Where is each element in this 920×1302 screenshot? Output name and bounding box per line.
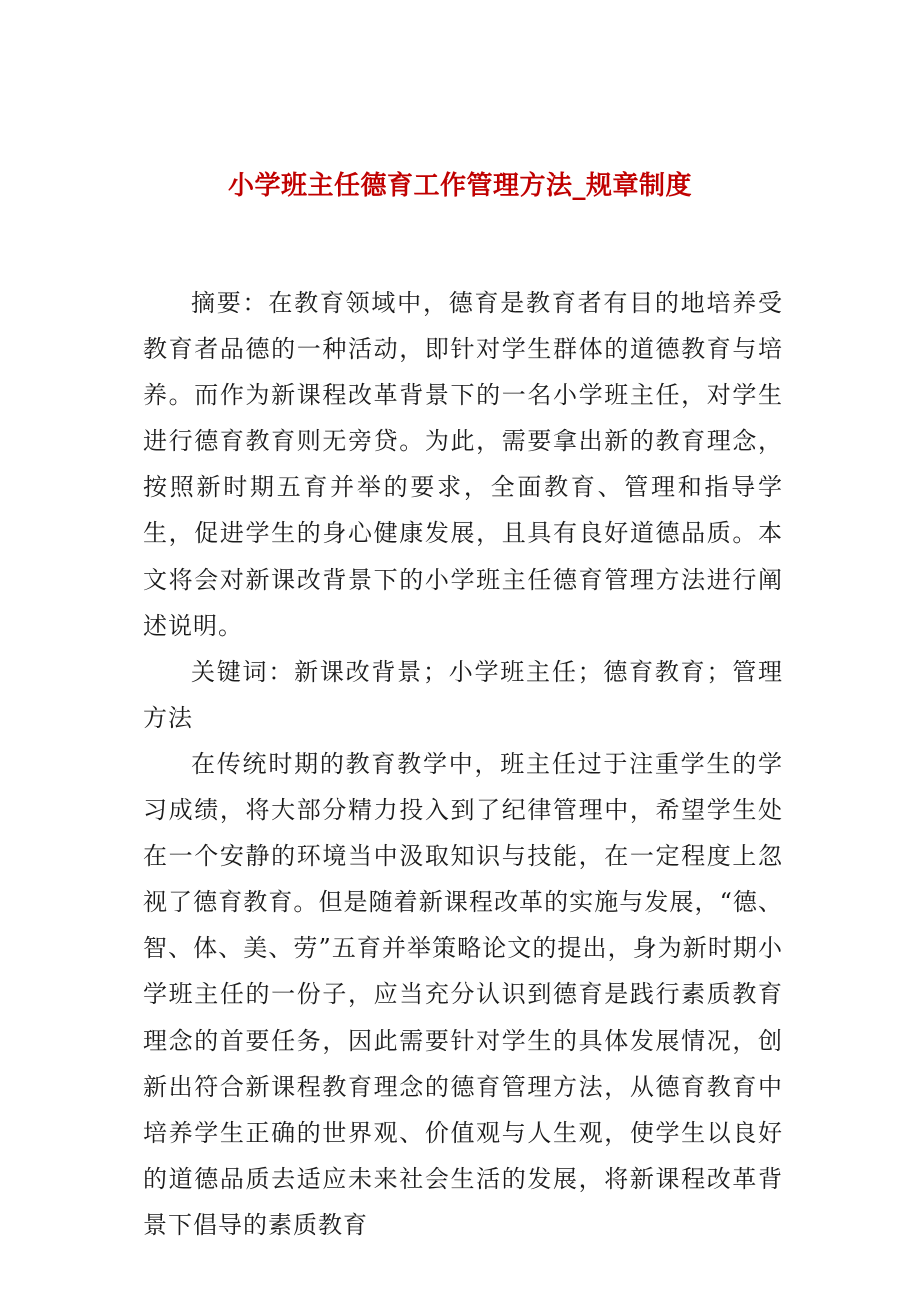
body-paragraph: 在传统时期的教育教学中，班主任过于注重学生的学习成绩，将大部分精力投入到了纪律管理中，希望学生处在一个安静的环境当中汲取知识与技能，在一定程度上忽视了德育教育。但是随着新课程改革的实施与发展，“德、智、体、美、劳”五育并举策略论文的提出，身为新时期小学班主任的一份子，应当充分认识到德育是践行素质教育理念的首要任务，因此需要针对学生的具体发展情况，创新出符合新课程教育理念的德育管理方法，从德育教育中培养学生正确的世界观、价值观与人生观，使学生以良好的道德品质去适应未来社会生活的发展，将新课程改革背景下倡导的素质教育 [143,749,783,1239]
abstract-paragraph: 摘要：在教育领域中，德育是教育者有目的地培养受教育者品德的一种活动，即针对学生群体的道德教育与培养。而作为新课程改革背景下的一名小学班主任，对学生进行德育教育则无旁贷。为此，需要拿出新的教育理念，按照新时期五育并举的要求，全面教育、管理和指导学生，促进学生的身心健康发展，且具有良好道德品质。本文将会对新课改背景下的小学班主任德育管理方法进行阐述说明。 [143,289,783,640]
document-body [143,280,783,1248]
keywords-paragraph: 关键词：新课改背景；小学班主任；德育教育；管理方法 [143,657,783,732]
document-title: 小学班主任德育工作管理方法_规章制度 [227,171,692,201]
